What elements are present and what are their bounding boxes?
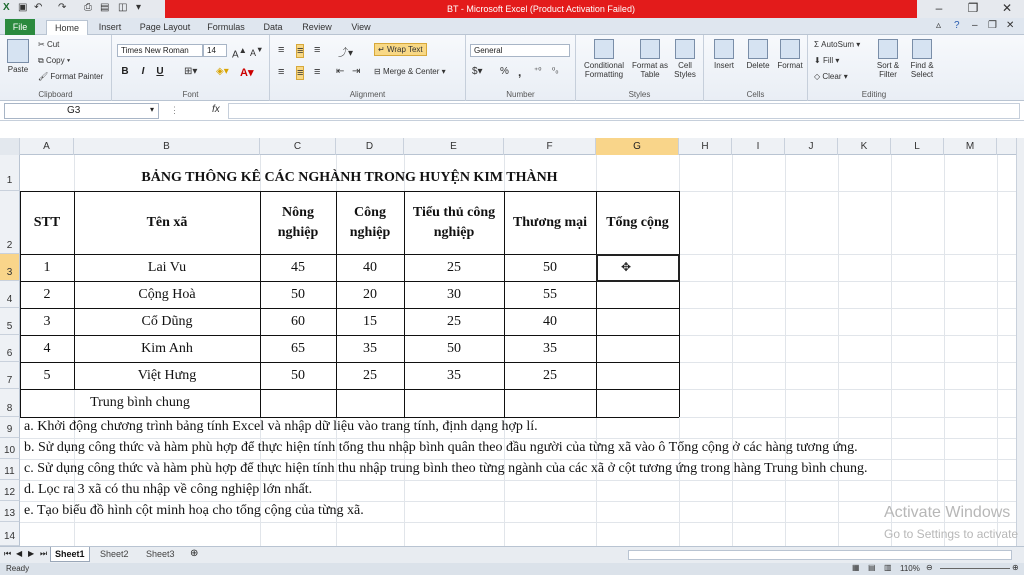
decrease-decimal-icon[interactable]: ⁰₀ <box>552 66 559 75</box>
column-headers <box>0 138 1016 155</box>
cells-label: Cells <box>746 90 765 99</box>
insert-cells-button[interactable]: Insert <box>708 39 740 70</box>
table-icon <box>640 39 660 59</box>
conditional-formatting-button[interactable]: Conditional Formatting <box>578 39 630 79</box>
cell-stt[interactable]: 2 <box>43 286 51 302</box>
sort-filter-button[interactable]: Sort & Filter <box>872 39 904 79</box>
sheet-title[interactable]: BẢNG THÔNG KÊ CÁC NGHÀNH TRONG HUYỆN KIM THÀNH <box>141 169 558 185</box>
workbook-close-icon[interactable]: ✕ <box>1006 20 1015 31</box>
copy-button[interactable]: ⧉ Copy ▾ <box>38 56 71 65</box>
name-box-dropdown-icon[interactable]: ▾ <box>150 105 155 114</box>
undo-icon[interactable]: ↶ <box>34 2 43 13</box>
align-right-icon[interactable]: ≡ <box>314 66 321 78</box>
insert-function-button[interactable]: fx <box>212 104 220 115</box>
header-cong-nghiep[interactable]: Công nghiệp <box>349 204 391 240</box>
cell-nong-nghiep[interactable]: 50 <box>291 286 305 302</box>
find-select-button[interactable]: Find & Select <box>906 39 938 79</box>
header-stt[interactable]: STT <box>33 214 61 230</box>
sort-filter-icon <box>878 39 898 59</box>
cell-cong-nghiep[interactable]: 35 <box>363 340 377 356</box>
underline-button[interactable]: U <box>156 66 164 77</box>
cell-tieu-thu-cong[interactable]: 30 <box>447 286 461 302</box>
row-header-6[interactable]: 6 <box>0 335 20 362</box>
binoculars-icon <box>912 39 932 59</box>
font-group <box>112 35 270 101</box>
cell-cong-nghiep[interactable]: 15 <box>363 313 377 329</box>
row-header-10[interactable]: 10 <box>0 438 20 459</box>
cell-styles-button[interactable]: Cell Styles <box>670 39 700 79</box>
normal-view-icon[interactable]: ▦ <box>852 563 860 572</box>
cell-thuong-mai[interactable]: 55 <box>543 286 557 302</box>
cell-ten-xa[interactable]: Kim Anh <box>141 340 193 356</box>
cell-cong-nghiep[interactable]: 40 <box>363 259 377 275</box>
fill-color-icon[interactable]: ◈▾ <box>216 66 229 77</box>
align-center-icon[interactable]: ≡ <box>297 67 304 79</box>
zoom-slider[interactable] <box>940 568 1010 569</box>
cut-button[interactable]: ✂ Cut <box>38 40 60 49</box>
bold-button[interactable]: B <box>121 66 129 77</box>
header-tieu-thu-cong[interactable]: Tiểu thủ công nghiệp <box>412 204 496 240</box>
cell-thuong-mai[interactable]: 50 <box>543 259 557 275</box>
wrap-text-button[interactable]: ↵ Wrap Text <box>374 43 427 56</box>
column-header-h[interactable]: H <box>679 138 732 155</box>
cell-tieu-thu-cong[interactable]: 25 <box>447 313 461 329</box>
row-header-14[interactable]: 14 <box>0 522 20 546</box>
sheet-tab-sheet3[interactable]: Sheet3 <box>146 549 175 559</box>
minimize-ribbon-icon[interactable]: ▵ <box>936 20 942 31</box>
column-header-d[interactable]: D <box>336 138 404 155</box>
number-format-select[interactable]: General <box>470 44 570 57</box>
insert-cells-icon <box>714 39 734 59</box>
ribbon-tabs <box>0 18 1024 35</box>
page-layout-view-icon[interactable]: ▤ <box>868 563 876 572</box>
fill-button[interactable]: ⬇ Fill ▾ <box>814 56 840 65</box>
increase-decimal-icon[interactable]: ⁺⁰ <box>534 66 542 75</box>
cell-stt[interactable]: 1 <box>43 259 51 275</box>
note-e[interactable]: e. Tạo biểu đồ hình cột minh hoạ cho tổng cộng của từng xã. <box>24 503 364 518</box>
activate-windows-watermark: Activate Windows <box>884 504 1011 521</box>
editing-label: Editing <box>861 90 887 99</box>
column-header-j[interactable]: J <box>785 138 838 155</box>
format-painter-button[interactable]: 🖌 Format Painter <box>38 72 104 81</box>
column-header-i[interactable]: I <box>732 138 785 155</box>
format-cells-icon <box>780 39 800 59</box>
column-header-l[interactable]: L <box>891 138 944 155</box>
cells-group <box>704 35 808 101</box>
column-header-e[interactable]: E <box>404 138 504 155</box>
cell-tieu-thu-cong[interactable]: 25 <box>447 259 461 275</box>
column-header-a[interactable]: A <box>20 138 74 155</box>
cell-tieu-thu-cong[interactable]: 50 <box>447 340 461 356</box>
align-bottom-icon[interactable]: ≡ <box>314 44 321 56</box>
autosum-button[interactable]: Σ AutoSum ▾ <box>814 40 861 49</box>
format-cells-button[interactable]: Format <box>774 39 806 70</box>
workbook-restore-icon[interactable]: ❐ <box>988 20 997 31</box>
next-sheet-icon[interactable]: ▶ <box>28 549 35 558</box>
formula-bar <box>0 101 1024 121</box>
cell-thuong-mai[interactable]: 35 <box>543 340 557 356</box>
italic-button[interactable]: I <box>141 66 145 77</box>
tab-review[interactable]: Review <box>302 22 332 32</box>
save-icon[interactable]: ▣ <box>18 2 28 13</box>
average-label[interactable]: Trung bình chung <box>90 395 190 410</box>
first-sheet-icon[interactable]: ⏮ <box>4 549 12 558</box>
note-d[interactable]: d. Lọc ra 3 xã có thu nhập về công nghiệp lớn nhất. <box>24 482 313 497</box>
column-header-f[interactable]: F <box>504 138 596 155</box>
print-preview-icon[interactable]: ▤ <box>100 2 110 13</box>
tab-data[interactable]: Data <box>263 22 283 32</box>
row-header-1[interactable]: 1 <box>0 155 20 191</box>
row-header-11[interactable]: 11 <box>0 459 20 480</box>
comma-button[interactable]: , <box>518 65 522 79</box>
tab-page-layout[interactable]: Page Layout <box>139 22 191 32</box>
cell-nong-nghiep[interactable]: 60 <box>291 313 305 329</box>
delete-cells-icon <box>748 39 768 59</box>
new-sheet-icon[interactable]: ⊕ <box>190 548 199 559</box>
orientation-icon[interactable]: ⤴▾ <box>338 48 354 59</box>
clear-button[interactable]: ◇ Clear ▾ <box>814 72 848 81</box>
column-header-c[interactable]: C <box>260 138 336 155</box>
font-name-select[interactable]: Times New Roman <box>117 44 203 57</box>
align-left-icon[interactable]: ≡ <box>278 66 285 78</box>
restore-icon[interactable]: ❐ <box>967 1 979 15</box>
sheet-tab-sheet1[interactable]: Sheet1 <box>50 547 90 562</box>
row-header-12[interactable]: 12 <box>0 480 20 501</box>
help-icon[interactable]: ? <box>954 20 960 31</box>
row-header-7[interactable]: 7 <box>0 362 20 389</box>
tab-file[interactable]: File <box>5 19 35 35</box>
grow-font-icon[interactable]: A▲ <box>232 45 247 61</box>
name-box[interactable]: G3 <box>4 103 159 119</box>
sheet-tabs-bar <box>0 546 1024 563</box>
tab-formulas[interactable]: Formulas <box>207 22 245 32</box>
note-a[interactable]: a. Khởi động chương trình bảng tính Excel và nhập dữ liệu vào trang tính, định dạng hợp lí. <box>24 419 538 434</box>
cell-nong-nghiep[interactable]: 45 <box>291 259 305 275</box>
cell-ten-xa[interactable]: Việt Hưng <box>137 367 197 383</box>
redo-icon[interactable]: ↷ <box>58 2 67 13</box>
excel-logo-icon: X <box>3 2 10 13</box>
clipboard-icon <box>7 39 29 63</box>
alignment-label: Alignment <box>349 90 386 99</box>
cell-nong-nghiep[interactable]: 50 <box>291 367 305 383</box>
row-header-3[interactable]: 3 <box>0 254 20 281</box>
header-tong-cong[interactable]: Tổng cộng <box>606 214 669 230</box>
align-middle-icon[interactable]: ≡ <box>297 45 304 57</box>
styles-label: Styles <box>628 90 651 99</box>
column-header-m[interactable]: M <box>944 138 997 155</box>
note-c[interactable]: c. Sử dụng công thức và hàm phù hợp để thực hiện tính thu nhập trung bình theo từng ngành của các xã ở cột tương ứng trong hàng Trung bình chung. <box>24 461 868 476</box>
note-b[interactable]: b. Sử dụng công thức và hàm phù hợp để thực hiện tính tổng thu nhập bình quân theo đầu người của từng xã vào ô Tổng cộng ở các hàng tương ứng. <box>24 440 858 455</box>
clipboard-label: Clipboard <box>38 90 73 99</box>
cell-stt[interactable]: 4 <box>43 340 51 356</box>
activate-windows-subtext: Go to Settings to activate <box>884 527 1019 541</box>
status-bar <box>0 563 1024 575</box>
cell-stt[interactable]: 5 <box>43 367 51 383</box>
conditional-formatting-icon <box>594 39 614 59</box>
formula-bar-spacer <box>0 121 1024 138</box>
borders-icon[interactable]: ⊞▾ <box>184 66 198 77</box>
cell-styles-icon <box>675 39 695 59</box>
cell-thuong-mai[interactable]: 40 <box>543 313 557 329</box>
title-bar <box>0 0 1024 18</box>
cell-thuong-mai[interactable]: 25 <box>543 367 557 383</box>
font-color-icon[interactable]: A▾ <box>240 67 254 79</box>
align-top-icon[interactable]: ≡ <box>278 44 285 56</box>
last-sheet-icon[interactable]: ⏭ <box>40 549 48 558</box>
percent-button[interactable]: % <box>500 66 509 77</box>
zoom-in-icon[interactable]: ⊕ <box>1012 563 1019 572</box>
header-ten-xa[interactable]: Tên xã <box>146 214 188 230</box>
cell-cong-nghiep[interactable]: 20 <box>363 286 377 302</box>
styles-group <box>576 35 704 101</box>
row-header-8[interactable]: 8 <box>0 389 20 417</box>
cell-ten-xa[interactable]: Cộng Hoà <box>138 286 196 302</box>
open-icon[interactable]: ◫ <box>118 2 128 13</box>
column-header-k[interactable]: K <box>838 138 891 155</box>
horizontal-scrollbar[interactable] <box>628 550 1012 560</box>
merge-center-button[interactable]: ⊟ Merge & Center ▾ <box>374 67 446 76</box>
cell-cong-nghiep[interactable]: 25 <box>363 367 377 383</box>
prev-sheet-icon[interactable]: ◀ <box>16 549 23 558</box>
cursor-plus-icon: ✥ <box>621 260 632 274</box>
vertical-scrollbar[interactable] <box>1016 138 1024 546</box>
customize-toolbar-icon[interactable]: ▾ <box>136 2 142 13</box>
cell-ten-xa[interactable]: Cổ Dũng <box>141 313 193 329</box>
delete-cells-button[interactable]: Delete <box>742 39 774 70</box>
cell-nong-nghiep[interactable]: 65 <box>291 340 305 356</box>
active-cell-g3[interactable] <box>596 254 680 282</box>
row-header-5[interactable]: 5 <box>0 308 20 335</box>
shrink-font-icon[interactable]: A▼ <box>250 45 264 58</box>
ribbon <box>0 35 1024 101</box>
clipboard-group <box>0 35 112 101</box>
page-break-view-icon[interactable]: ▥ <box>884 563 892 572</box>
cell-tieu-thu-cong[interactable]: 35 <box>447 367 461 383</box>
workbook-minimize-icon[interactable]: – <box>972 20 978 31</box>
tab-home[interactable]: Home <box>46 20 88 35</box>
minimize-icon[interactable]: – <box>935 1 943 15</box>
tab-view[interactable]: View <box>351 22 371 32</box>
column-header-b[interactable]: B <box>74 138 260 155</box>
font-size-select[interactable]: 14 <box>203 44 227 57</box>
print-icon[interactable]: ⎙ <box>84 2 92 13</box>
tab-insert[interactable]: Insert <box>98 22 122 32</box>
zoom-level[interactable]: 110% <box>900 564 920 573</box>
paste-button[interactable]: Paste <box>5 39 31 74</box>
select-all-corner[interactable] <box>0 138 20 155</box>
formula-bar-grip-icon: ⋮ <box>170 105 179 115</box>
zoom-out-icon[interactable]: ⊖ <box>926 563 933 572</box>
number-label: Number <box>506 90 535 99</box>
increase-indent-icon[interactable]: ⇥ <box>352 66 361 77</box>
row-header-4[interactable]: 4 <box>0 281 20 308</box>
row-header-13[interactable]: 13 <box>0 501 20 522</box>
decrease-indent-icon[interactable]: ⇤ <box>336 66 345 77</box>
font-label: Font <box>182 90 199 99</box>
editing-group <box>808 35 940 101</box>
window-title: BT - Microsoft Excel (Product Activation Failed) <box>165 0 917 18</box>
close-icon[interactable]: ✕ <box>1001 1 1013 15</box>
column-header-g[interactable]: G <box>596 138 679 155</box>
header-thuong-mai[interactable]: Thương mại <box>512 214 588 230</box>
header-nong-nghiep[interactable]: Nông nghiệp <box>277 204 319 240</box>
row-header-9[interactable]: 9 <box>0 417 20 438</box>
cell-ten-xa[interactable]: Lai Vu <box>147 259 187 275</box>
cell-stt[interactable]: 3 <box>43 313 51 329</box>
row-header-2[interactable]: 2 <box>0 191 20 254</box>
sheet-tab-sheet2[interactable]: Sheet2 <box>100 549 129 559</box>
formula-input[interactable] <box>228 103 1020 119</box>
currency-icon[interactable]: $▾ <box>472 66 483 77</box>
alignment-group <box>270 35 466 101</box>
status-ready: Ready <box>6 564 30 573</box>
format-as-table-button[interactable]: Format as Table <box>630 39 670 79</box>
number-group <box>466 35 576 101</box>
